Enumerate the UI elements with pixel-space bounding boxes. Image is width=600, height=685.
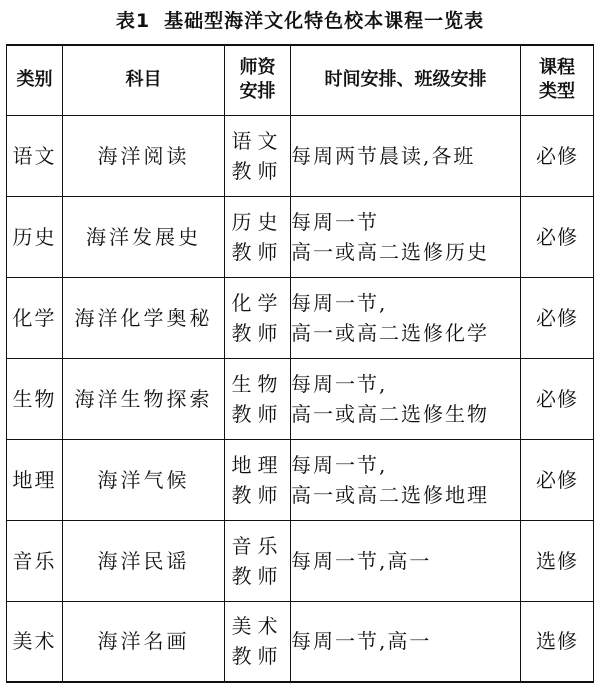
teacher-line2: 教师 [231, 320, 284, 345]
header-teacher-line1: 师资 [239, 57, 276, 79]
teacher-line2: 教师 [231, 239, 284, 264]
table-row-music [7, 520, 594, 601]
category-cell: 化学 [7, 277, 63, 358]
schedule-line1: 每周一节,高一 [291, 629, 432, 654]
schedule-cell [291, 358, 521, 439]
teacher-line2: 教师 [231, 644, 284, 669]
schedule-line1: 每周一节, [291, 452, 388, 477]
schedule-line2: 高一或高二选修地理 [291, 482, 489, 507]
category-cell: 音乐 [7, 520, 63, 601]
type-cell: 必修 [521, 439, 594, 520]
subject-cell: 海洋气候 [63, 439, 225, 520]
category-cell: 美术 [7, 601, 63, 682]
teacher-cell [225, 358, 291, 439]
teacher-line2: 教师 [231, 401, 284, 426]
header-row [7, 45, 594, 115]
teacher-line1: 音乐 [231, 533, 284, 558]
header-teacher-line2: 安排 [239, 81, 276, 103]
header-category: 类别 [7, 45, 63, 115]
schedule-cell [291, 439, 521, 520]
schedule-line1: 每周一节, [291, 371, 388, 396]
teacher-line1: 地理 [231, 452, 284, 477]
category-cell: 地理 [7, 439, 63, 520]
header-type [521, 45, 594, 115]
subject-cell: 海洋发展史 [63, 196, 225, 277]
table-title: 基础型海洋文化特色校本课程一览表 [164, 10, 485, 32]
teacher-line1: 生物 [231, 371, 284, 396]
category-cell: 语文 [7, 115, 63, 196]
table-row-chemistry [7, 277, 594, 358]
type-cell: 选修 [521, 520, 594, 601]
schedule-cell [291, 601, 521, 682]
schedule-line1: 每周一节,高一 [291, 548, 432, 573]
table-caption [0, 6, 600, 33]
teacher-cell [225, 115, 291, 196]
category-cell: 历史 [7, 196, 63, 277]
table-row-chinese [7, 115, 594, 196]
teacher-line1: 语文 [231, 128, 284, 153]
table-number: 表1 [115, 10, 151, 32]
teacher-line2: 教师 [231, 482, 284, 507]
course-table [6, 44, 594, 683]
category-cell: 生物 [7, 358, 63, 439]
header-type-line2: 类型 [539, 81, 575, 103]
subject-cell: 海洋名画 [63, 601, 225, 682]
schedule-line1: 每周一节 [291, 209, 379, 234]
header-teacher [225, 45, 291, 115]
type-cell: 必修 [521, 115, 594, 196]
subject-cell: 海洋生物探索 [63, 358, 225, 439]
header-type-line1: 课程 [539, 57, 575, 79]
type-cell: 选修 [521, 601, 594, 682]
schedule-line1: 每周一节, [291, 290, 388, 315]
teacher-cell [225, 601, 291, 682]
type-cell: 必修 [521, 358, 594, 439]
schedule-cell [291, 196, 521, 277]
table-row-history [7, 196, 594, 277]
teacher-line1: 美术 [231, 614, 284, 639]
subject-cell: 海洋化学奥秘 [63, 277, 225, 358]
type-cell: 必修 [521, 196, 594, 277]
teacher-cell [225, 196, 291, 277]
header-subject: 科目 [63, 45, 225, 115]
schedule-line2: 高一或高二选修历史 [291, 239, 489, 264]
subject-cell: 海洋民谣 [63, 520, 225, 601]
schedule-line2: 高一或高二选修生物 [291, 401, 489, 426]
teacher-line1: 化学 [231, 290, 284, 315]
table-row-art [7, 601, 594, 682]
teacher-line2: 教师 [231, 158, 284, 183]
teacher-cell [225, 439, 291, 520]
table-row-biology [7, 358, 594, 439]
schedule-cell [291, 520, 521, 601]
type-cell: 必修 [521, 277, 594, 358]
schedule-line1: 每周两节晨读,各班 [291, 143, 476, 168]
teacher-line1: 历史 [231, 209, 284, 234]
schedule-cell [291, 115, 521, 196]
table-row-geography [7, 439, 594, 520]
teacher-cell [225, 277, 291, 358]
schedule-line2: 高一或高二选修化学 [291, 320, 489, 345]
teacher-cell [225, 520, 291, 601]
subject-cell: 海洋阅读 [63, 115, 225, 196]
header-schedule: 时间安排、班级安排 [291, 45, 521, 115]
teacher-line2: 教师 [231, 563, 284, 588]
schedule-cell [291, 277, 521, 358]
